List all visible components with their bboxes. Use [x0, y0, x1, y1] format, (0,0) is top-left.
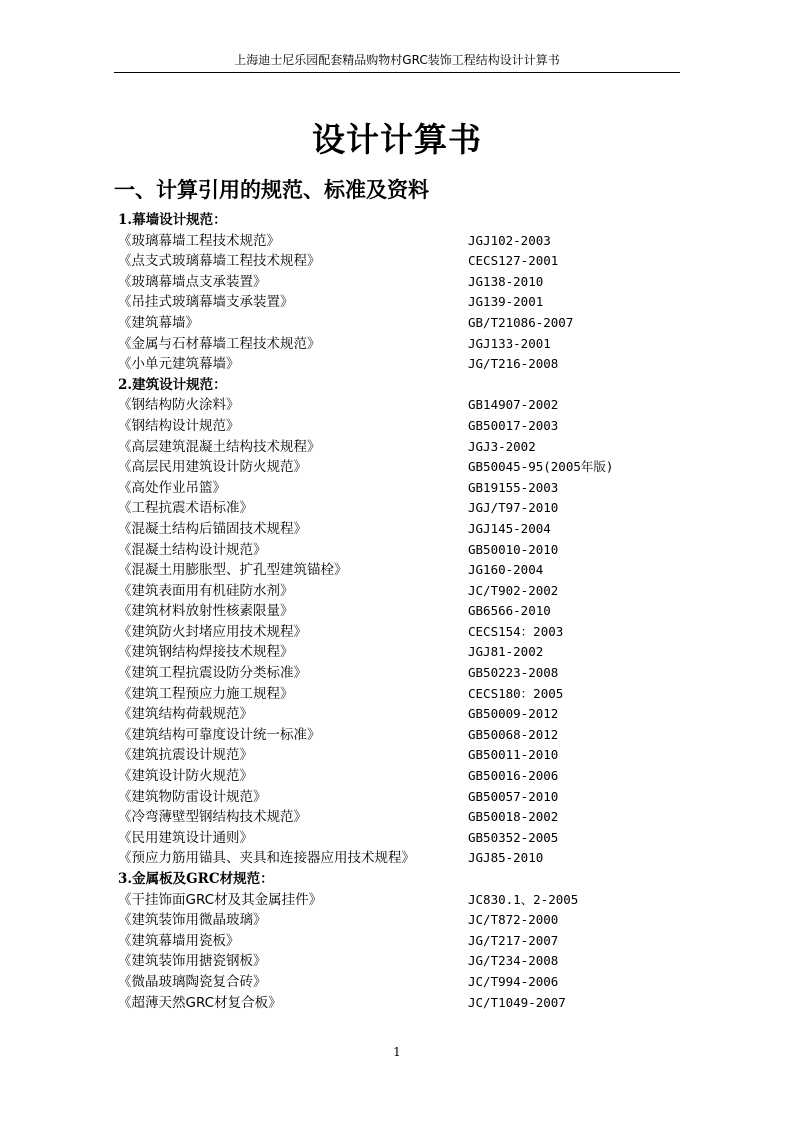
standard-name: 《钢结构防火涂料》	[118, 397, 240, 414]
standard-row	[118, 251, 678, 272]
standard-code: JGJ145-2004	[468, 520, 551, 536]
standard-name: 《点支式玻璃幕墙工程技术规程》	[118, 253, 321, 270]
standard-name: 《建筑结构可靠度设计统一标准》	[118, 726, 321, 743]
standard-name: 《建筑工程抗震设防分类标准》	[118, 665, 307, 682]
standard-name: 《预应力筋用锚具、夹具和连接器应用技术规程》	[118, 850, 415, 867]
standard-row	[118, 292, 678, 313]
standard-code: JGJ85-2010	[468, 850, 544, 866]
standard-code: JG160-2004	[468, 562, 544, 578]
standard-code: JGJ3-2002	[468, 438, 536, 454]
standard-row	[118, 601, 678, 622]
standard-row	[118, 642, 678, 663]
page-number: 1	[393, 1045, 401, 1059]
standard-name: 《建筑结构荷载规范》	[118, 706, 253, 723]
standard-name: 《建筑设计防火规范》	[118, 768, 253, 785]
standard-code: GB50223-2008	[468, 665, 559, 681]
standard-row	[118, 890, 678, 911]
standard-code: JGJ81-2002	[468, 644, 544, 660]
standard-code: GB50011-2010	[468, 747, 559, 763]
standard-row	[118, 766, 678, 787]
standard-name: 《建筑装饰用微晶玻璃》	[118, 912, 267, 929]
standard-name: 《混凝土结构设计规范》	[118, 541, 267, 558]
standard-row	[118, 745, 678, 766]
standard-code: JC/T872-2000	[468, 912, 559, 928]
standard-code: JGJ102-2003	[468, 232, 551, 248]
standard-name: 《工程抗震术语标准》	[118, 500, 253, 517]
standard-row	[118, 560, 678, 581]
standard-name: 《建筑幕墙》	[118, 314, 199, 331]
standard-row	[118, 334, 678, 355]
standard-code: CECS127-2001	[468, 253, 559, 269]
standard-name: 《高处作业吊篮》	[118, 479, 226, 496]
standard-code: GB50018-2002	[468, 809, 559, 825]
standard-name: 《建筑防火封堵应用技术规程》	[118, 623, 307, 640]
standard-code: GB14907-2002	[468, 397, 559, 413]
standard-row	[118, 395, 678, 416]
standard-name: 《建筑装饰用搪瓷钢板》	[118, 953, 267, 970]
standard-code: GB50057-2010	[468, 788, 559, 804]
standard-row	[118, 231, 678, 252]
standard-row	[118, 931, 678, 952]
standard-name: 《微晶玻璃陶瓷复合砖》	[118, 973, 267, 990]
standard-row	[118, 313, 678, 334]
standard-name: 《钢结构设计规范》	[118, 417, 240, 434]
standard-code: GB50010-2010	[468, 541, 559, 557]
standard-row	[118, 416, 678, 437]
group-heading: 1.幕墙设计规范：	[118, 212, 227, 228]
standard-name: 《建筑钢结构焊接技术规程》	[118, 644, 294, 661]
standard-code: JGJ133-2001	[468, 335, 551, 351]
standard-code: JC830.1、2-2005	[468, 891, 579, 907]
standard-name: 《干挂饰面GRC材及其金属挂件》	[118, 891, 323, 908]
standard-name: 《建筑幕墙用瓷板》	[118, 932, 240, 949]
standard-code: GB50045-95(2005年版)	[468, 459, 614, 475]
standard-code: JG/T217-2007	[468, 932, 559, 948]
standard-row	[118, 498, 678, 519]
standard-row	[118, 663, 678, 684]
standard-row	[118, 972, 678, 993]
standard-row	[118, 787, 678, 808]
standard-row	[118, 354, 678, 375]
standard-code: GB50068-2012	[468, 726, 559, 742]
standard-row	[118, 622, 678, 643]
standard-row	[118, 807, 678, 828]
standard-name: 《金属与石材幕墙工程技术规范》	[118, 335, 321, 352]
standard-code: JGJ/T97-2010	[468, 500, 559, 516]
standard-row	[118, 457, 678, 478]
standard-code: JG138-2010	[468, 273, 544, 289]
standard-row	[118, 725, 678, 746]
running-header: 上海迪士尼乐园配套精品购物村GRC装饰工程结构设计计算书	[234, 53, 560, 67]
standard-code: GB50352-2005	[468, 829, 559, 845]
standards-list	[118, 210, 678, 1013]
standard-row	[118, 910, 678, 931]
standard-name: 《建筑材料放射性核素限量》	[118, 603, 294, 620]
standard-code: CECS180：2005	[468, 685, 564, 701]
standard-row	[118, 848, 678, 869]
standard-code: GB50017-2003	[468, 417, 559, 433]
standard-row	[118, 993, 678, 1014]
standard-code: JC/T1049-2007	[468, 994, 566, 1010]
standard-row	[118, 828, 678, 849]
standard-row	[118, 540, 678, 561]
standard-name: 《建筑物防雷设计规范》	[118, 788, 267, 805]
standard-code: GB19155-2003	[468, 479, 559, 495]
header-rule	[114, 72, 680, 73]
standard-code: JG/T216-2008	[468, 356, 559, 372]
standard-row	[118, 951, 678, 972]
document-title: 设计计算书	[312, 120, 482, 159]
standard-code: JG/T234-2008	[468, 953, 559, 969]
standard-code: JC/T994-2006	[468, 973, 559, 989]
standard-name: 《混凝土用膨胀型、扩孔型建筑锚栓》	[118, 562, 348, 579]
standard-name: 《高层民用建筑设计防火规范》	[118, 459, 307, 476]
standard-row	[118, 684, 678, 705]
standard-name: 《吊挂式玻璃幕墙支承装置》	[118, 294, 294, 311]
standard-name: 《玻璃幕墙点支承装置》	[118, 273, 267, 290]
group-heading: 2.建筑设计规范：	[118, 376, 227, 393]
standard-name: 《玻璃幕墙工程技术规范》	[118, 232, 280, 249]
standard-name: 《民用建筑设计通则》	[118, 829, 253, 846]
standard-row	[118, 437, 678, 458]
standard-name: 《高层建筑混凝土结构技术规程》	[118, 438, 321, 455]
standard-code: GB50009-2012	[468, 706, 559, 722]
standard-row	[118, 478, 678, 499]
standard-name: 《超薄天然GRC材复合板》	[118, 994, 282, 1011]
standard-name: 《建筑抗震设计规范》	[118, 747, 253, 764]
standard-code: JG139-2001	[468, 294, 544, 310]
standard-code: GB6566-2010	[468, 603, 551, 619]
group-heading: 3.金属板及GRC材规范：	[118, 871, 274, 887]
standard-code: GB/T21086-2007	[468, 314, 574, 330]
standard-name: 《建筑工程预应力施工规程》	[118, 685, 294, 702]
standard-row	[118, 704, 678, 725]
standard-row	[118, 581, 678, 602]
standard-row	[118, 519, 678, 540]
standard-name: 《混凝土结构后锚固技术规程》	[118, 520, 307, 537]
standard-name: 《小单元建筑幕墙》	[118, 356, 240, 373]
section-heading: 一、计算引用的规范、标准及资料	[114, 178, 429, 202]
standard-name: 《建筑表面用有机硅防水剂》	[118, 582, 294, 599]
standard-code: GB50016-2006	[468, 768, 559, 784]
standard-code: JC/T902-2002	[468, 582, 559, 598]
standard-name: 《冷弯薄壁型钢结构技术规范》	[118, 809, 307, 826]
standard-code: CECS154：2003	[468, 623, 564, 639]
standard-row	[118, 272, 678, 293]
